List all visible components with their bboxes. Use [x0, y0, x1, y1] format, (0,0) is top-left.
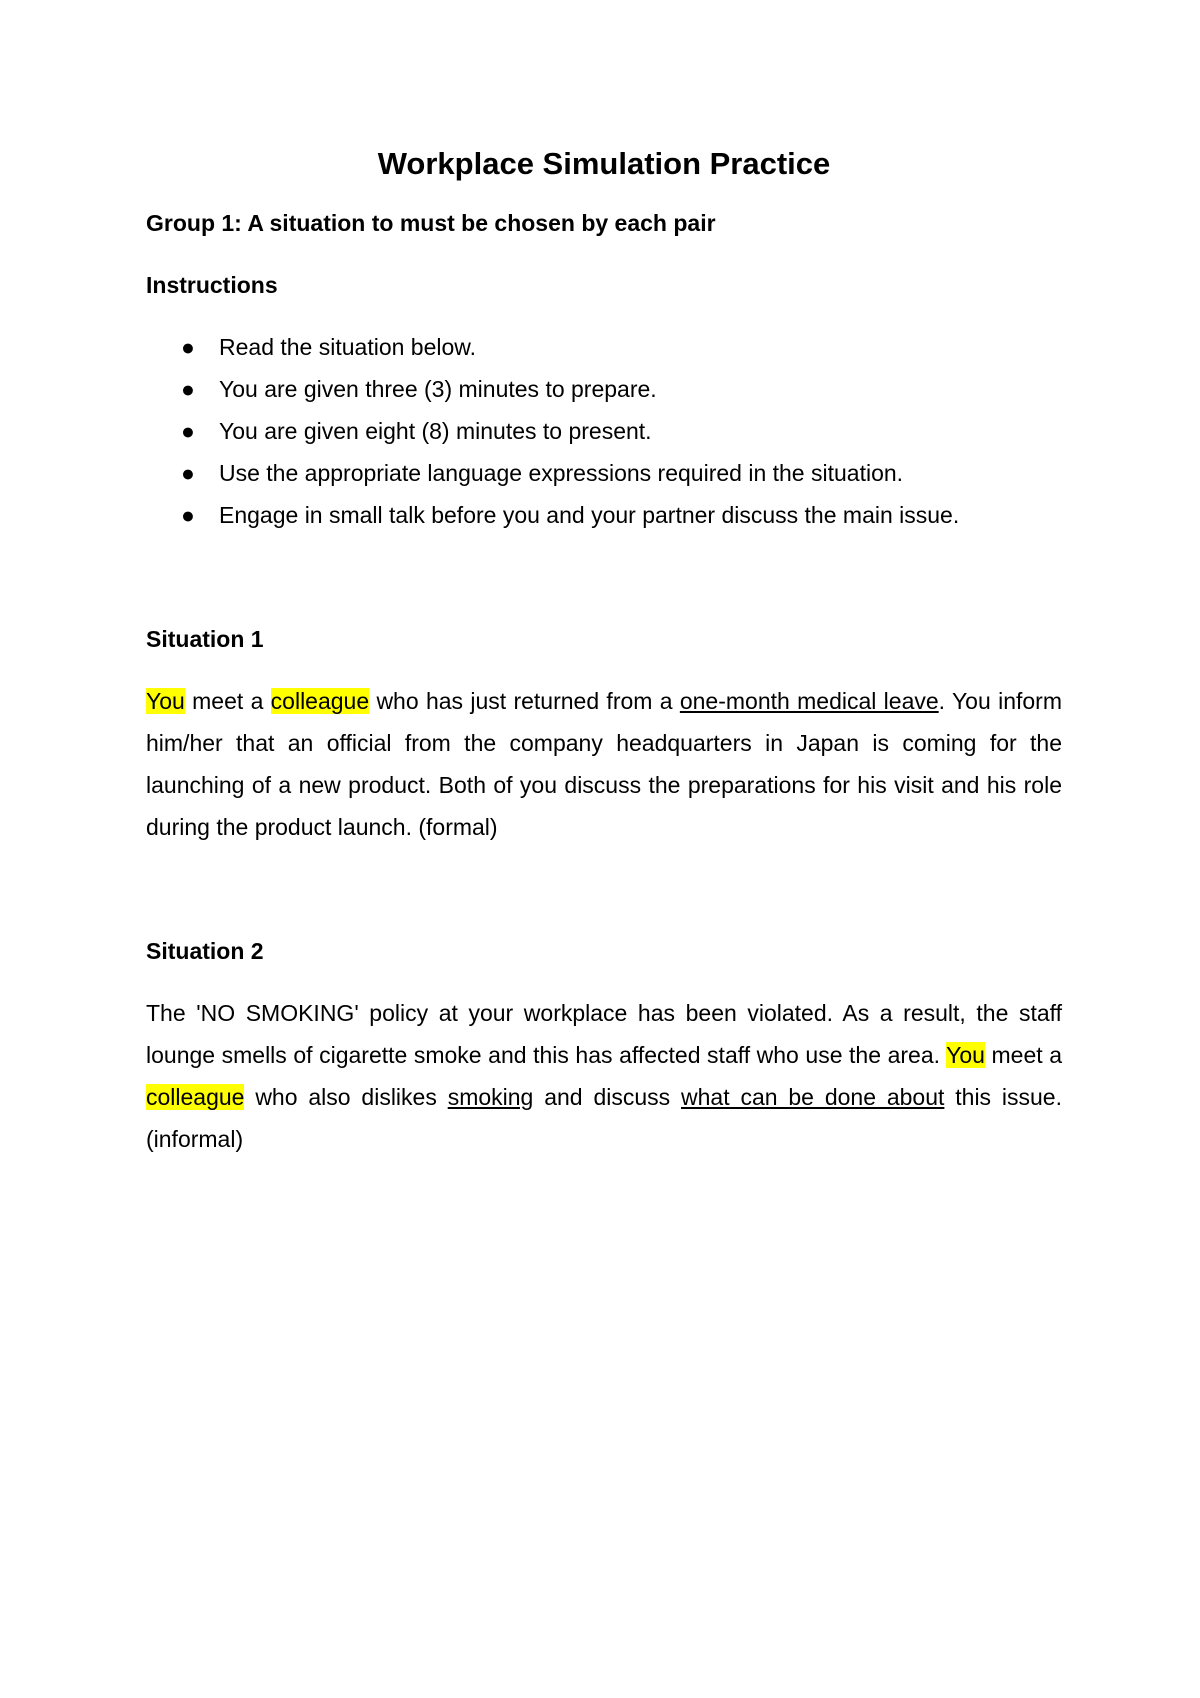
- instruction-item: [146, 410, 1062, 452]
- paragraph-text: who has just returned from a: [369, 688, 680, 714]
- instruction-item: [146, 326, 1062, 368]
- instruction-item: [146, 452, 1062, 494]
- paragraph-text: meet a: [184, 688, 271, 714]
- underlined-text: what can be done about: [681, 1084, 945, 1110]
- bullet-icon: ●: [181, 334, 195, 360]
- instruction-text: You are given three (3) minutes to prepare.: [219, 376, 657, 402]
- bullet-icon: ●: [181, 418, 195, 444]
- situation-1-paragraph: [146, 680, 1062, 848]
- paragraph-text: this issue. (informal): [146, 1084, 1062, 1152]
- paragraph-text: . You inform him/her that an official from the company headquarters in Japan is coming for the launching of a new product. Both of you discuss the preparations for his visit and his role during the product launch. (formal): [146, 688, 1062, 840]
- highlighted-text: You: [146, 688, 185, 714]
- bullet-icon: ●: [181, 376, 195, 402]
- paragraph-text: who also dislikes: [244, 1084, 448, 1110]
- group-heading: Group 1: A situation to must be chosen by each pair: [146, 210, 716, 236]
- instructions-heading: Instructions: [146, 272, 278, 298]
- situation-2-heading: Situation 2: [146, 938, 264, 964]
- instructions-list: [146, 326, 1062, 536]
- instruction-item: [146, 368, 1062, 410]
- instruction-text: Engage in small talk before you and your partner discuss the main issue.: [219, 502, 960, 528]
- instruction-item: [146, 494, 1062, 536]
- document-content: [146, 140, 1062, 1160]
- situation-1-heading: Situation 1: [146, 626, 264, 652]
- highlighted-text: You: [946, 1042, 985, 1068]
- paragraph-text: meet a: [984, 1042, 1062, 1068]
- highlighted-text: colleague: [146, 1084, 245, 1110]
- instruction-text: Read the situation below.: [219, 334, 477, 360]
- paragraph-text: and discuss: [533, 1084, 681, 1110]
- instruction-text: Use the appropriate language expressions required in the situation.: [219, 460, 904, 486]
- underlined-text: smoking: [447, 1084, 534, 1110]
- situation-2-paragraph: [146, 992, 1062, 1160]
- underlined-text: one-month medical leave: [679, 688, 939, 714]
- bullet-icon: ●: [181, 502, 195, 528]
- instruction-text: You are given eight (8) minutes to present.: [219, 418, 652, 444]
- document-title: Workplace Simulation Practice: [377, 146, 831, 181]
- highlighted-text: colleague: [270, 688, 370, 714]
- bullet-icon: ●: [181, 460, 195, 486]
- paragraph-text: The 'NO SMOKING' policy at your workplace has been violated. As a result, the staff lounge smells of cigarette smoke and this has affected staff who use the area.: [146, 1000, 1062, 1068]
